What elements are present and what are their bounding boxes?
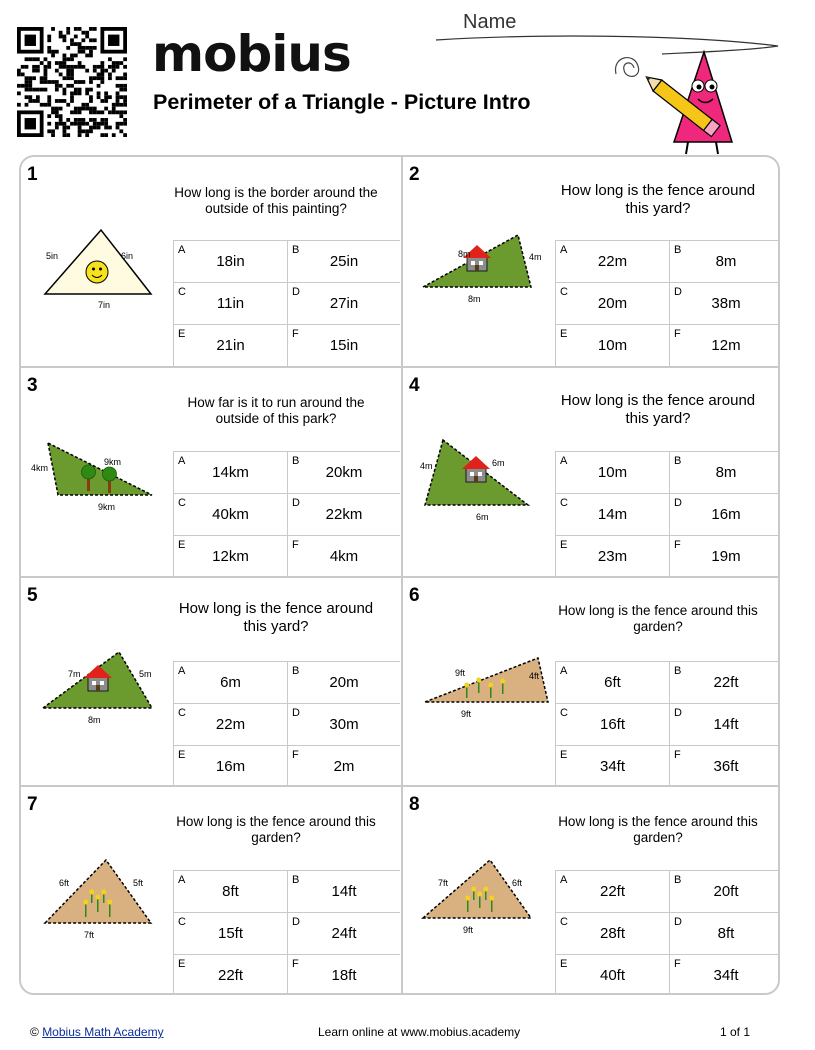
question-text: How long is the fence around this garden? xyxy=(558,603,758,634)
side-label: 7in xyxy=(98,300,111,310)
option-f[interactable]: F 19m xyxy=(669,535,780,577)
yard-house-icon xyxy=(403,368,553,576)
question-2 xyxy=(403,157,780,366)
answer-options xyxy=(555,870,780,995)
question-4 xyxy=(403,368,780,576)
side-label: 6m xyxy=(476,512,489,522)
question-text: How long is the border around the outside of this painting? xyxy=(174,185,378,216)
option-c[interactable]: C 14m xyxy=(556,493,669,535)
option-d[interactable]: D 24ft xyxy=(287,912,400,954)
garden-flowers-icon xyxy=(403,787,553,995)
option-d[interactable]: D 16m xyxy=(669,493,780,535)
question-number: 4 xyxy=(409,375,420,396)
question-number: 1 xyxy=(27,164,38,185)
option-e[interactable]: E 10m xyxy=(556,324,669,366)
mobius-academy-link[interactable]: Mobius Math Academy xyxy=(42,1025,164,1039)
side-label: 9ft xyxy=(461,709,472,719)
option-b[interactable]: B 8m xyxy=(669,451,780,493)
side-label: 8m xyxy=(468,294,481,304)
side-label: 6ft xyxy=(512,878,523,888)
triangle-mascot-pencil-icon xyxy=(612,46,742,156)
side-label: 9ft xyxy=(463,925,474,935)
option-f[interactable]: F 36ft xyxy=(669,745,780,787)
side-label: 6in xyxy=(121,251,134,261)
question-text: How long is the fence around this garden? xyxy=(558,814,758,845)
page-number: 1 of 1 xyxy=(720,1025,751,1039)
painting-triangle-icon xyxy=(21,157,171,366)
question-8 xyxy=(403,787,780,995)
side-label: 4m xyxy=(529,252,542,262)
answer-options xyxy=(173,870,401,995)
question-text: How long is the fence around this yard? xyxy=(178,600,374,635)
answer-options xyxy=(173,451,401,577)
option-c[interactable]: C 20m xyxy=(556,282,669,324)
option-a[interactable]: A 6m xyxy=(174,661,287,703)
answer-options xyxy=(173,661,401,787)
option-e[interactable]: E 23m xyxy=(556,535,669,577)
side-label: 7ft xyxy=(438,878,449,888)
side-label: 9km xyxy=(104,457,122,467)
yard-house-icon xyxy=(21,578,171,785)
option-b[interactable]: B 25in xyxy=(287,240,400,282)
question-1 xyxy=(21,157,401,366)
yard-house-icon xyxy=(403,157,553,366)
question-number: 3 xyxy=(27,375,38,396)
answer-options xyxy=(555,240,780,366)
question-7 xyxy=(21,787,401,995)
side-label: 4m xyxy=(420,461,433,471)
option-c[interactable]: C 11in xyxy=(174,282,287,324)
option-a[interactable]: A 22m xyxy=(556,240,669,282)
option-f[interactable]: F 15in xyxy=(287,324,400,366)
option-e[interactable]: E 40ft xyxy=(556,954,669,995)
option-a[interactable]: A 8ft xyxy=(174,870,287,912)
side-label: 8m xyxy=(458,249,471,259)
option-c[interactable]: C 15ft xyxy=(174,912,287,954)
question-text: How long is the fence around this yard? xyxy=(560,392,756,427)
side-label: 8m xyxy=(88,715,101,725)
option-c[interactable]: C 40km xyxy=(174,493,287,535)
side-label: 6ft xyxy=(59,878,70,888)
option-a[interactable]: A 14km xyxy=(174,451,287,493)
option-a[interactable]: A 18in xyxy=(174,240,287,282)
side-label: 5ft xyxy=(133,878,144,888)
brand-logo: mobius xyxy=(152,25,351,83)
side-label: 6m xyxy=(492,458,505,468)
page-title: Perimeter of a Triangle - Picture Intro xyxy=(153,90,531,114)
option-b[interactable]: B 14ft xyxy=(287,870,400,912)
option-d[interactable]: D 22km xyxy=(287,493,400,535)
option-d[interactable]: D 27in xyxy=(287,282,400,324)
option-e[interactable]: E 16m xyxy=(174,745,287,787)
qr-code-icon xyxy=(17,27,129,137)
option-f[interactable]: F 4km xyxy=(287,535,400,577)
option-b[interactable]: B 20km xyxy=(287,451,400,493)
question-3 xyxy=(21,368,401,576)
side-label: 7ft xyxy=(84,930,95,940)
garden-flowers-icon xyxy=(21,787,171,995)
side-label: 9ft xyxy=(455,668,466,678)
option-d[interactable]: D 30m xyxy=(287,703,400,745)
side-label: 5in xyxy=(46,251,59,261)
garden-flowers-icon xyxy=(403,578,553,785)
option-c[interactable]: C 22m xyxy=(174,703,287,745)
option-b[interactable]: B 22ft xyxy=(669,661,780,703)
option-f[interactable]: F 34ft xyxy=(669,954,780,995)
option-e[interactable]: E 22ft xyxy=(174,954,287,995)
option-d[interactable]: D 8ft xyxy=(669,912,780,954)
side-label: 7m xyxy=(68,669,81,679)
name-label: Name xyxy=(463,11,517,33)
footer-copyright: © Mobius Math Academy xyxy=(30,1025,164,1039)
option-a[interactable]: A 10m xyxy=(556,451,669,493)
option-d[interactable]: D 14ft xyxy=(669,703,780,745)
answer-options xyxy=(555,451,780,577)
question-6 xyxy=(403,578,780,785)
side-label: 4ft xyxy=(529,671,540,681)
option-a[interactable]: A 6ft xyxy=(556,661,669,703)
question-grid xyxy=(19,155,780,995)
option-b[interactable]: B 20ft xyxy=(669,870,780,912)
option-b[interactable]: B 8m xyxy=(669,240,780,282)
side-label: 5m xyxy=(139,669,152,679)
answer-options xyxy=(555,661,780,787)
option-c[interactable]: C 16ft xyxy=(556,703,669,745)
side-label: 9km xyxy=(98,502,116,512)
question-number: 8 xyxy=(409,794,420,815)
question-number: 2 xyxy=(409,164,420,185)
option-e[interactable]: E 34ft xyxy=(556,745,669,787)
question-text: How long is the fence around this yard? xyxy=(560,182,756,217)
option-e[interactable]: E 21in xyxy=(174,324,287,366)
question-number: 6 xyxy=(409,585,420,606)
option-c[interactable]: C 28ft xyxy=(556,912,669,954)
option-f[interactable]: F 18ft xyxy=(287,954,400,995)
park-trees-icon xyxy=(21,368,171,576)
question-text: How far is it to run around the outside of this park? xyxy=(187,395,365,426)
footer-learn-online: Learn online at www.mobius.academy xyxy=(318,1025,521,1039)
question-number: 7 xyxy=(27,794,38,815)
side-label: 4km xyxy=(31,463,49,473)
question-text: How long is the fence around this garden? xyxy=(176,814,376,845)
question-number: 5 xyxy=(27,585,38,606)
option-b[interactable]: B 20m xyxy=(287,661,400,703)
option-f[interactable]: F 2m xyxy=(287,745,400,787)
option-a[interactable]: A 22ft xyxy=(556,870,669,912)
question-5 xyxy=(21,578,401,785)
answer-options xyxy=(173,240,401,366)
option-d[interactable]: D 38m xyxy=(669,282,780,324)
option-e[interactable]: E 12km xyxy=(174,535,287,577)
option-f[interactable]: F 12m xyxy=(669,324,780,366)
